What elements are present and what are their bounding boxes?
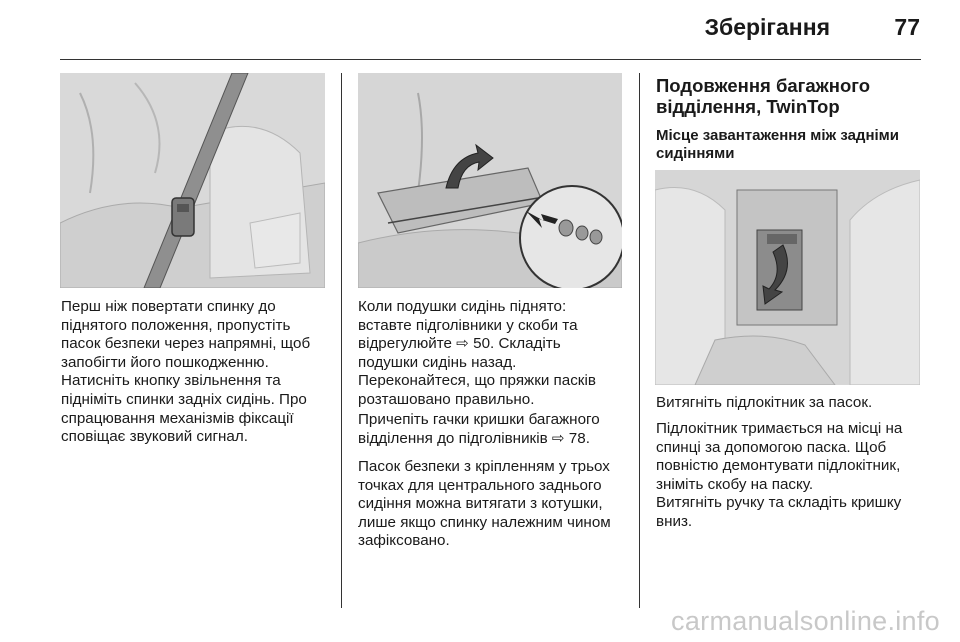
section-subheading: Місце завантаження між задніми сидіннями xyxy=(656,127,900,162)
armrest-pullout-illustration xyxy=(655,170,920,385)
section-heading: Подовження багажного відділення, TwinTop xyxy=(656,75,871,117)
watermark: carmanualsonline.info xyxy=(671,606,940,636)
column-divider-1 xyxy=(341,73,342,608)
column-divider-2 xyxy=(639,73,640,608)
page-number: 77 xyxy=(894,14,920,40)
column1-paragraph-1: Перш ніж повертати спинку до піднятого положення, пропустіть пасок безпеки через напрямні, щоб запобігти його пошкодженню. Натисніть кнопку звільнення та підніміть спинки задніх сидінь. Про спрацювання механізмів фіксації сповіщає звуковий сигнал. xyxy=(61,298,311,446)
page-header-title: Зберігання xyxy=(704,14,830,40)
seatbelt-guide-illustration xyxy=(60,73,325,288)
column2-paragraph-2: Причепіть гачки кришки багажного відділення до підголівників ⇨ 78. xyxy=(358,411,600,447)
column3-paragraph-3: Витягніть ручку та складіть кришку вниз. xyxy=(656,494,902,530)
column3-paragraph-2: Підлокітник тримається на місці на спинці за допомогою паска. Щоб повністю демонтувати підлокітник, зніміть скобу на паску. xyxy=(656,420,903,493)
column2-paragraph-3: Пасок безпеки з кріпленням у трьох точках для центрального заднього сидіння можна витягати з котушки, лише якщо спинку належним чином зафіксовано. xyxy=(358,458,611,550)
seat-cushion-raise-illustration xyxy=(358,73,622,288)
header-divider xyxy=(60,59,921,60)
column2-paragraph-1: Коли подушки сидінь піднято: вставте підголівники у скоби та відрегулюйте ⇨ 50. Складіть подушки сидінь назад. Переконайтеся, що пряжки пасків розташовано правильно. xyxy=(358,298,596,408)
column3-paragraph-1: Витягніть підлокітник за пасок. xyxy=(656,394,873,411)
